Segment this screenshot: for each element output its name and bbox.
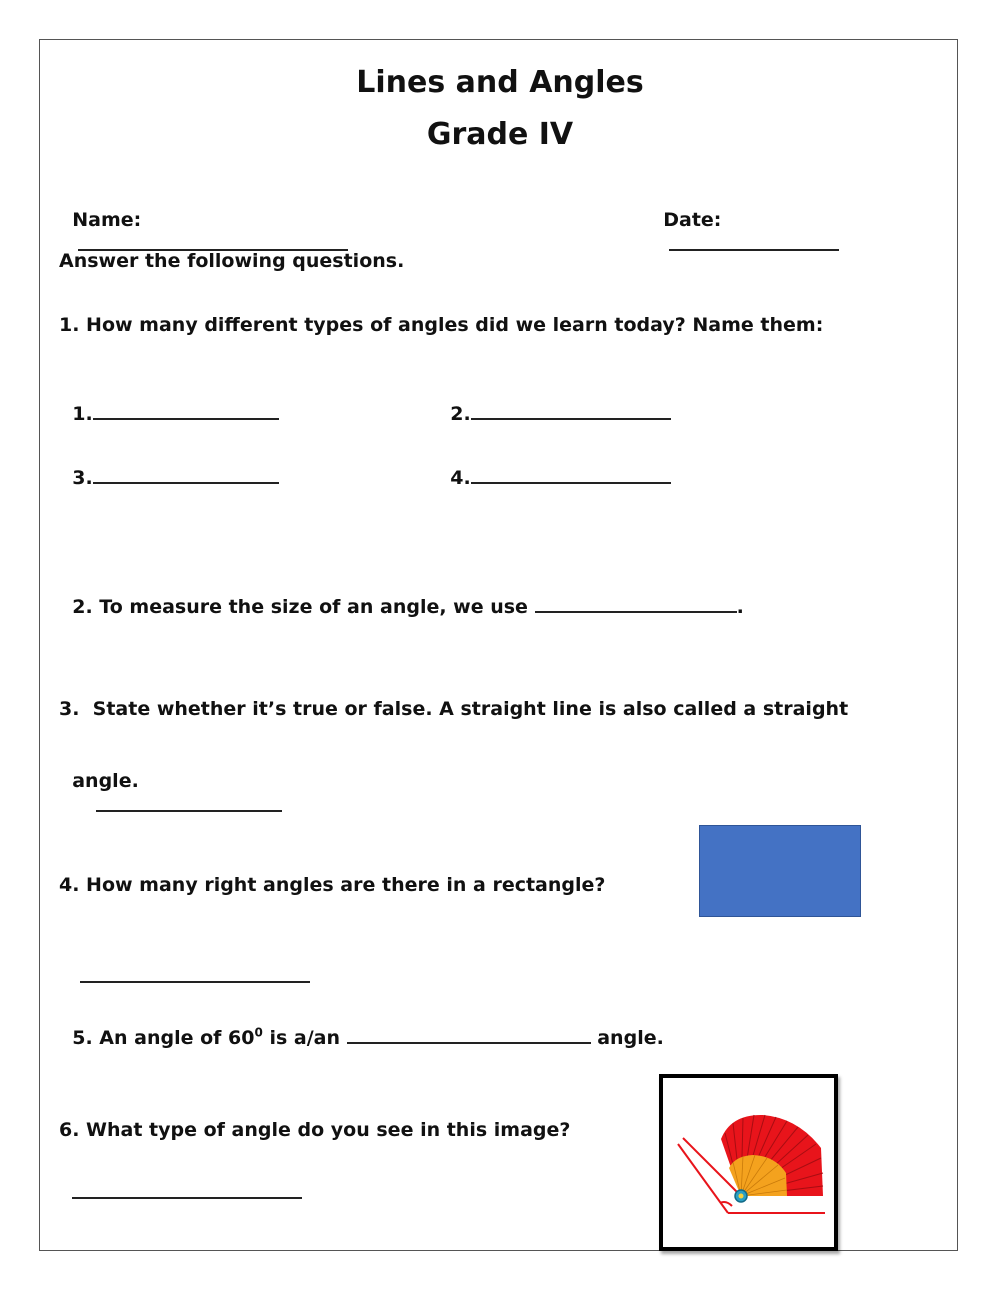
question-3-text: angle.: [72, 770, 139, 792]
question-5-text-end: angle.: [590, 1027, 664, 1049]
question-5-text: 5. An angle of 60: [72, 1027, 255, 1049]
answer-blank[interactable]: [471, 465, 671, 484]
question-5: [59, 1001, 664, 1050]
question-6-answer: [59, 1156, 302, 1205]
question-4-blank[interactable]: [80, 964, 310, 983]
question-1-answer-2: [437, 377, 671, 426]
name-label: Name:: [72, 209, 142, 231]
date-label: Date:: [663, 209, 722, 231]
name-field: [59, 184, 348, 257]
question-5-text-middle: is a/an: [262, 1027, 347, 1049]
fan-image: [659, 1074, 838, 1251]
question-2-text: 2. To measure the size of an angle, we use: [72, 596, 535, 618]
worksheet-grade: Grade IV: [426, 117, 574, 152]
question-3-line-2: [59, 745, 282, 818]
rectangle-illustration: [699, 825, 861, 917]
question-2-blank[interactable]: [535, 594, 737, 613]
date-field: [650, 184, 839, 257]
question-3-blank[interactable]: [96, 793, 282, 812]
question-2-period: .: [736, 596, 744, 618]
question-4-answer: [67, 940, 310, 989]
question-5-blank[interactable]: [347, 1025, 591, 1044]
question-3-line-1: 3. State whether it’s true or false. A straight line is also called a straight: [59, 698, 849, 720]
degree-superscript: 0: [254, 1025, 263, 1040]
question-1-text: 1. How many different types of angles did we learn today? Name them:: [59, 314, 824, 336]
question-1-answer-3: [59, 441, 279, 490]
question-6-text: 6. What type of angle do you see in this image?: [59, 1119, 571, 1141]
answer-blank[interactable]: [471, 401, 671, 420]
answer-blank[interactable]: [93, 401, 279, 420]
question-2: [59, 570, 744, 619]
question-1-answer-4: [437, 441, 671, 490]
answer-blank[interactable]: [93, 465, 279, 484]
question-1-answer-1: [59, 377, 279, 426]
answer-number: 3.: [72, 467, 93, 489]
worksheet-title: Lines and Angles: [356, 65, 644, 100]
date-blank[interactable]: [669, 232, 839, 251]
answer-number: 1.: [72, 403, 93, 425]
question-6-blank[interactable]: [72, 1180, 302, 1199]
instructions-text: Answer the following questions.: [59, 250, 405, 272]
answer-number: 4.: [450, 467, 471, 489]
fan-angle-illustration: [663, 1078, 834, 1247]
answer-number: 2.: [450, 403, 471, 425]
question-4-text: 4. How many right angles are there in a rectangle?: [59, 874, 606, 896]
